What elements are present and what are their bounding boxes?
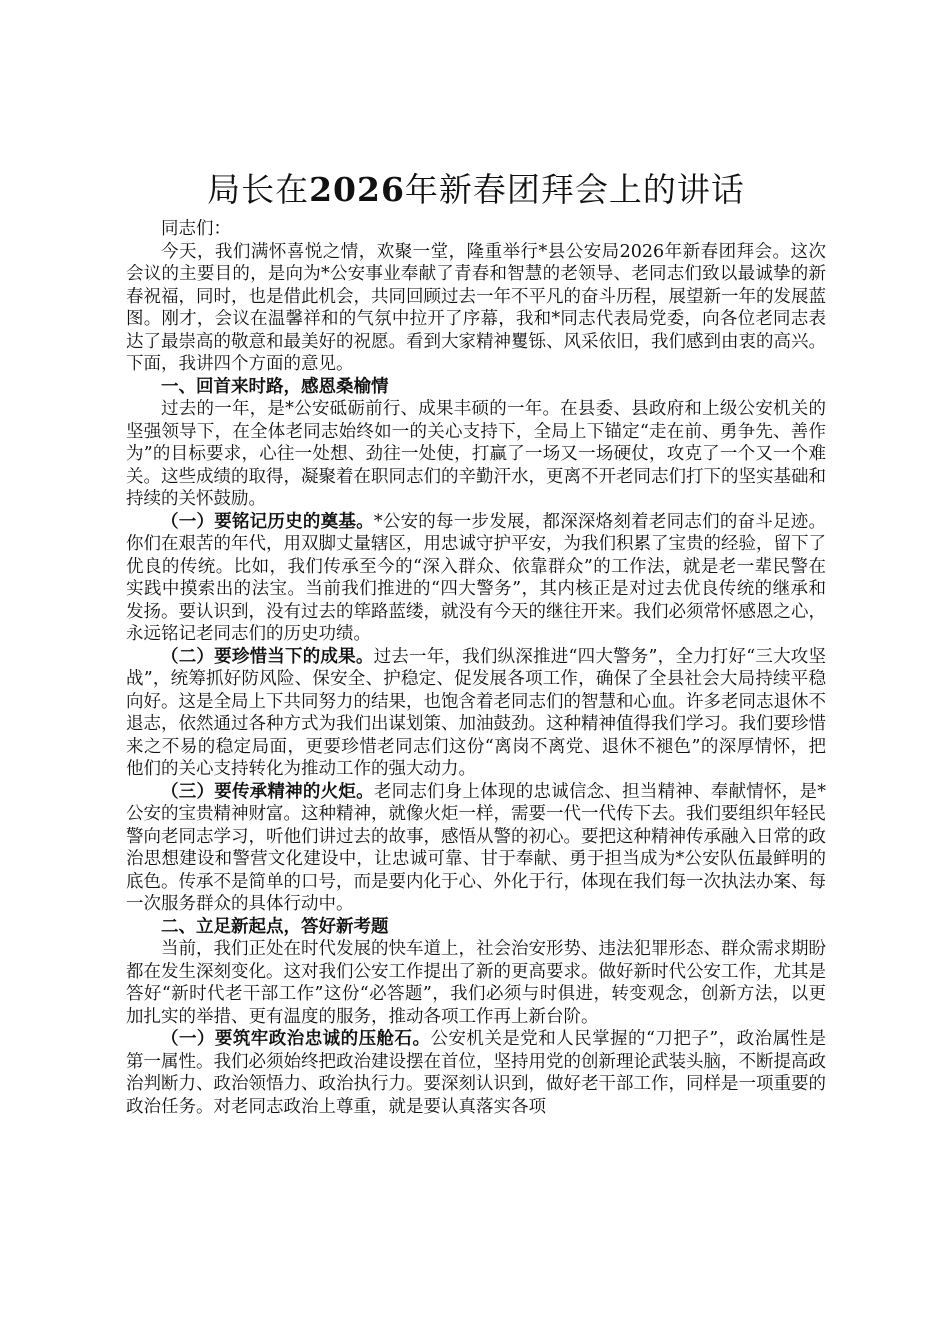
title-suffix: 年新春团拜会上的讲话 [404, 170, 745, 209]
section-2-point-1-body: 公安机关是党和人民掌握的“刀把子”，政治属性是第一属性。我们必须始终把政治建设摆在首位，坚持用党的创新理论武装头脑，不断提高政治判断力、政治领悟力、政治执行力。要深刻认识到，做好老干部工作，同样是一项重要的政治任务。对老同志政治上尊重，就是要认真落实各项 [126, 1029, 826, 1117]
section-1-point-3-body: 老同志们身上体现的忠诚信念、担当精神、奉献情怀，是*公安的宝贵精神财富。这种精神，就像火炬一样，需要一代一代传下去。我们要组织年轻民警向老同志学习，听他们讲过去的故事，感悟从警的初心。要把这种精神传承融入日常的政治思想建设和警营文化建设中，让忠诚可靠、甘于奉献、勇于担当成为*公安队伍最鲜明的底色。传承不是简单的口号，而是要内化于心、外化于行，体现在我们每一次执法办案、每一次服务群众的具体行动中。 [126, 781, 827, 914]
section-2-point-1-lead: （一）要筑牢政治忠诚的压舱石。 [161, 1029, 431, 1049]
title-year: 2026 [309, 170, 405, 209]
section-1-intro: 过去的一年，是*公安砥砺前行、成果丰硕的一年。在县委、县政府和上级公安机关的坚强领导下，在全体老同志始终如一的关心支持下，全局上下锚定“走在前、勇争先、善作为”的目标要求，心往一处想、劲往一处使，打赢了一场又一场硬仗，攻克了一个又一个难关。这些成绩的取得，凝聚着在职同志们的辛勤汗水，更离不开老同志们打下的坚实基础和持续的关怀鼓励。 [126, 399, 826, 509]
document-page [126, 166, 826, 1118]
section-1-point-3 [126, 781, 826, 916]
section-1-point-2-lead: （二）要珍惜当下的成果。 [161, 646, 374, 667]
document-title [126, 166, 826, 214]
section-1-point-3-lead: （三）要传承精神的火炬。 [161, 781, 374, 802]
section-1-heading: 一、回首来时路，感恩桑榆情 [161, 376, 389, 397]
section-1-point-2 [126, 646, 826, 781]
section-1-point-1-lead: （一）要铭记历史的奠基。 [161, 511, 374, 532]
salutation: 同志们： [161, 219, 231, 239]
section-2-heading: 二、立足新起点，答好新考题 [161, 916, 389, 937]
intro-paragraph: 今天，我们满怀喜悦之情，欢聚一堂，隆重举行*县公安局2026年新春团拜会。这次会议的主要目的，是向为*公安事业奉献了青春和智慧的老领导、老同志们致以最诚挚的新春祝福，同时，也是借此机会，共同回顾过去一年不平凡的奋斗历程，展望新一年的发展蓝图。刚才，会议在温馨祥和的气氛中拉开了序幕，我和*同志代表局党委，向各位老同志表达了最崇高的敬意和最美好的祝愿。看到大家精神矍铄、风采依旧，我们感到由衷的高兴。下面，我讲四个方面的意见。 [126, 241, 826, 374]
section-1-point-1 [126, 511, 826, 646]
section-1-point-2-body: 过去一年，我们纵深推进“四大警务”，全力打好“三大攻坚战”，统筹抓好防风险、保安全、护稳定、促发展各项工作，确保了全县社会大局持续平稳向好。这是全局上下共同努力的结果，也饱含着老同志们的智慧和心血。许多老同志退休不退志，依然通过各种方式为我们出谋划策、加油鼓劲。这种精神值得我们学习。我们要珍惜来之不易的稳定局面，更要珍惜老同志们这份“离岗不离党、退休不褪色”的深厚情怀，把他们的关心支持转化为推动工作的强大动力。 [126, 646, 826, 779]
section-2-intro: 当前，我们正处在时代发展的快车道上，社会治安形势、违法犯罪形态、群众需求期盼都在发生深刻变化。这对我们公安工作提出了新的更高要求。做好新时代公安工作，尤其是答好“新时代老干部工作”这份“必答题”，我们必须与时俱进，转变观念，创新方法，以更加扎实的举措、更有温度的服务，推动各项工作再上新台阶。 [126, 939, 826, 1027]
title-prefix: 局长在 [207, 170, 310, 209]
section-1-point-1-body: *公安的每一步发展，都深深烙刻着老同志们的奋斗足迹。你们在艰苦的年代，用双脚丈量辖区，用忠诚守护平安，为我们积累了宝贵的经验，留下了优良的传统。比如，我们传承至今的“深入群众、依靠群众”的工作法，就是老一辈民警在实践中摸索出的法宝。当前我们推进的“四大警务”，其内核正是对过去优良传统的继承和发扬。要认识到，没有过去的筚路蓝缕，就没有今天的继往开来。我们必须常怀感恩之心，永远铭记老同志们的历史功绩。 [126, 511, 827, 644]
section-2-point-1 [126, 1028, 826, 1118]
